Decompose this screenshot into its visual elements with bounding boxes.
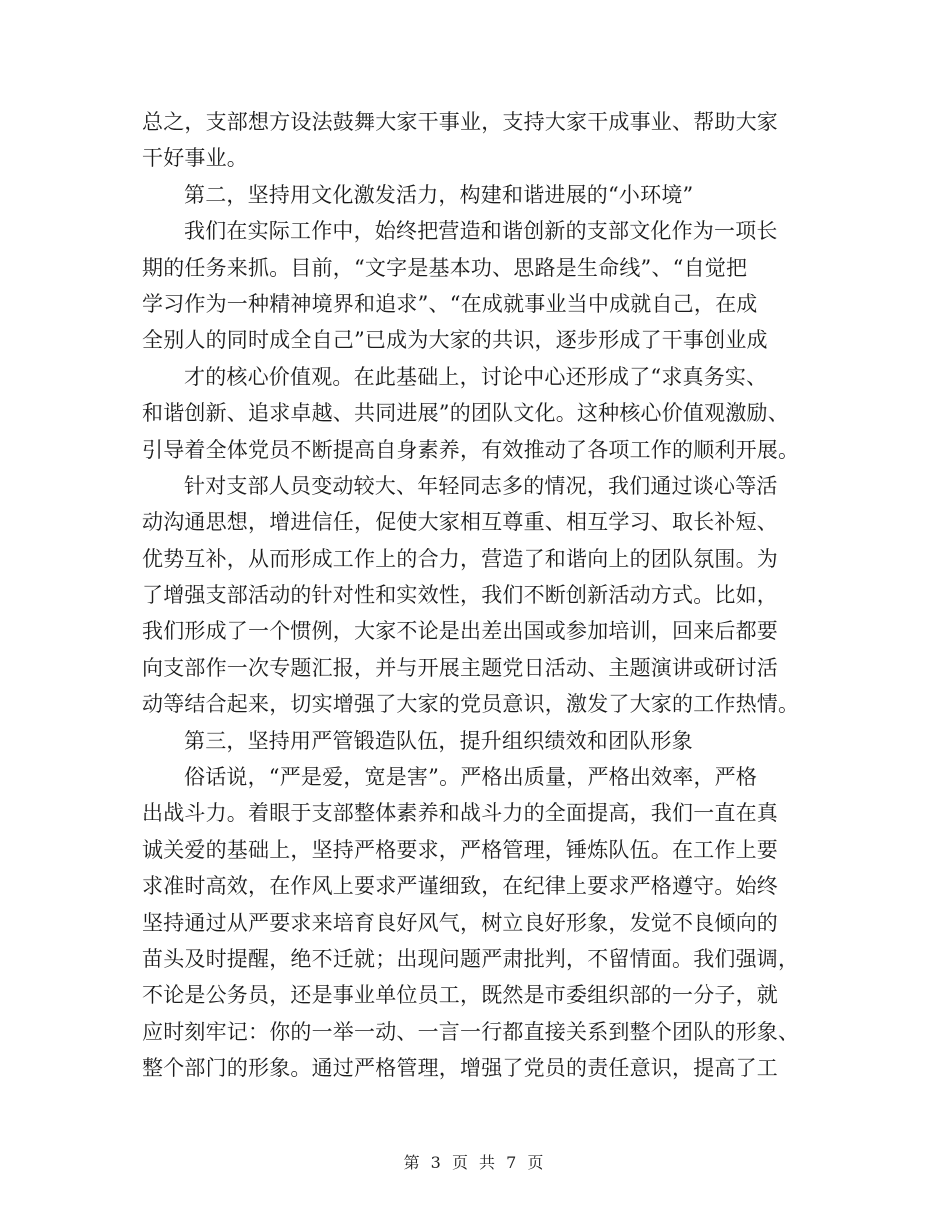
text-line: 第三，坚持用严管锻造队伍，提升组织绩效和团队形象: [184, 728, 693, 753]
text-line: 期的任务来抓。目前，“文字是基本功、思路是生命线”、“自觉把: [142, 255, 748, 280]
text-line: 不论是公务员，还是事业单位员工，既然是市委组织部的一分子，就: [142, 983, 778, 1008]
text-line: 干好事业。: [142, 146, 248, 171]
text-line: 苗头及时提醒，绝不迁就；出现问题严肃批判，不留情面。我们强调，: [142, 946, 800, 971]
text-line: 针对支部人员变动较大、年轻同志多的情况，我们通过谈心等活: [184, 473, 778, 498]
text-line: 引导着全体党员不断提高自身素养，有效推动了各项工作的顺利开展。: [142, 437, 800, 462]
text-line: 总之，支部想方设法鼓舞大家干事业，支持大家干成事业、帮助大家: [142, 110, 778, 134]
text-line: 向支部作一次专题汇报，并与开展主题党日活动、主题演讲或研讨活: [142, 655, 778, 680]
text-line: 诚关爱的基础上，坚持严格要求，严格管理，锤炼队伍。在工作上要: [142, 837, 778, 862]
text-line: 坚持通过从严要求来培育良好风气，树立良好形象，发觉不良倾向的: [142, 910, 778, 935]
text-line: 求准时高效，在作风上要求严谨细致，在纪律上要求严格遵守。始终: [142, 874, 778, 899]
text-line: 动等结合起来，切实增强了大家的党员意识，激发了大家的工作热情。: [142, 692, 800, 717]
text-line: 我们形成了一个惯例，大家不论是出差出国或参加培训，回来后都要: [142, 619, 778, 644]
text-line: 俗话说，“严是爱，宽是害”。严格出质量，严格出效率，严格: [184, 765, 758, 790]
text-line: 学习作为一种精神境界和追求”、“在成就事业当中成就自己，在成: [142, 291, 758, 316]
text-line: 优势互补，从而形成工作上的合力，营造了和谐向上的团队氛围。为: [142, 546, 778, 571]
text-line: 整个部门的形象。通过严格管理，增强了党员的责任意识，提高了工: [142, 1056, 778, 1081]
text-line: 才的核心价值观。在此基础上，讨论中心还形成了“求真务实、: [184, 364, 768, 389]
text-line: 和谐创新、追求卓越、共同进展”的团队文化。这种核心价值观激励、: [142, 401, 789, 426]
page-footer: 第 3 页 共 7 页: [403, 1153, 547, 1172]
text-line: 第二，坚持用文化激发活力，构建和谐进展的“小环境”: [184, 182, 694, 207]
body-text: [142, 104, 802, 1087]
text-line: 全别人的同时成全自己”已成为大家的共识，逐步形成了干事创业成: [142, 328, 768, 353]
text-line: 出战斗力。着眼于支部整体素养和战斗力的全面提高，我们一直在真: [142, 801, 778, 826]
text-line: 我们在实际工作中，始终把营造和谐创新的支部文化作为一项长: [184, 219, 778, 244]
text-line: 应时刻牢记：你的一举一动、一言一行都直接关系到整个团队的形象、: [142, 1019, 800, 1044]
text-line: 了增强支部活动的针对性和实效性，我们不断创新活动方式。比如，: [142, 583, 778, 608]
text-line: 动沟通思想，增进信任，促使大家相互尊重、相互学习、取长补短、: [142, 510, 778, 535]
